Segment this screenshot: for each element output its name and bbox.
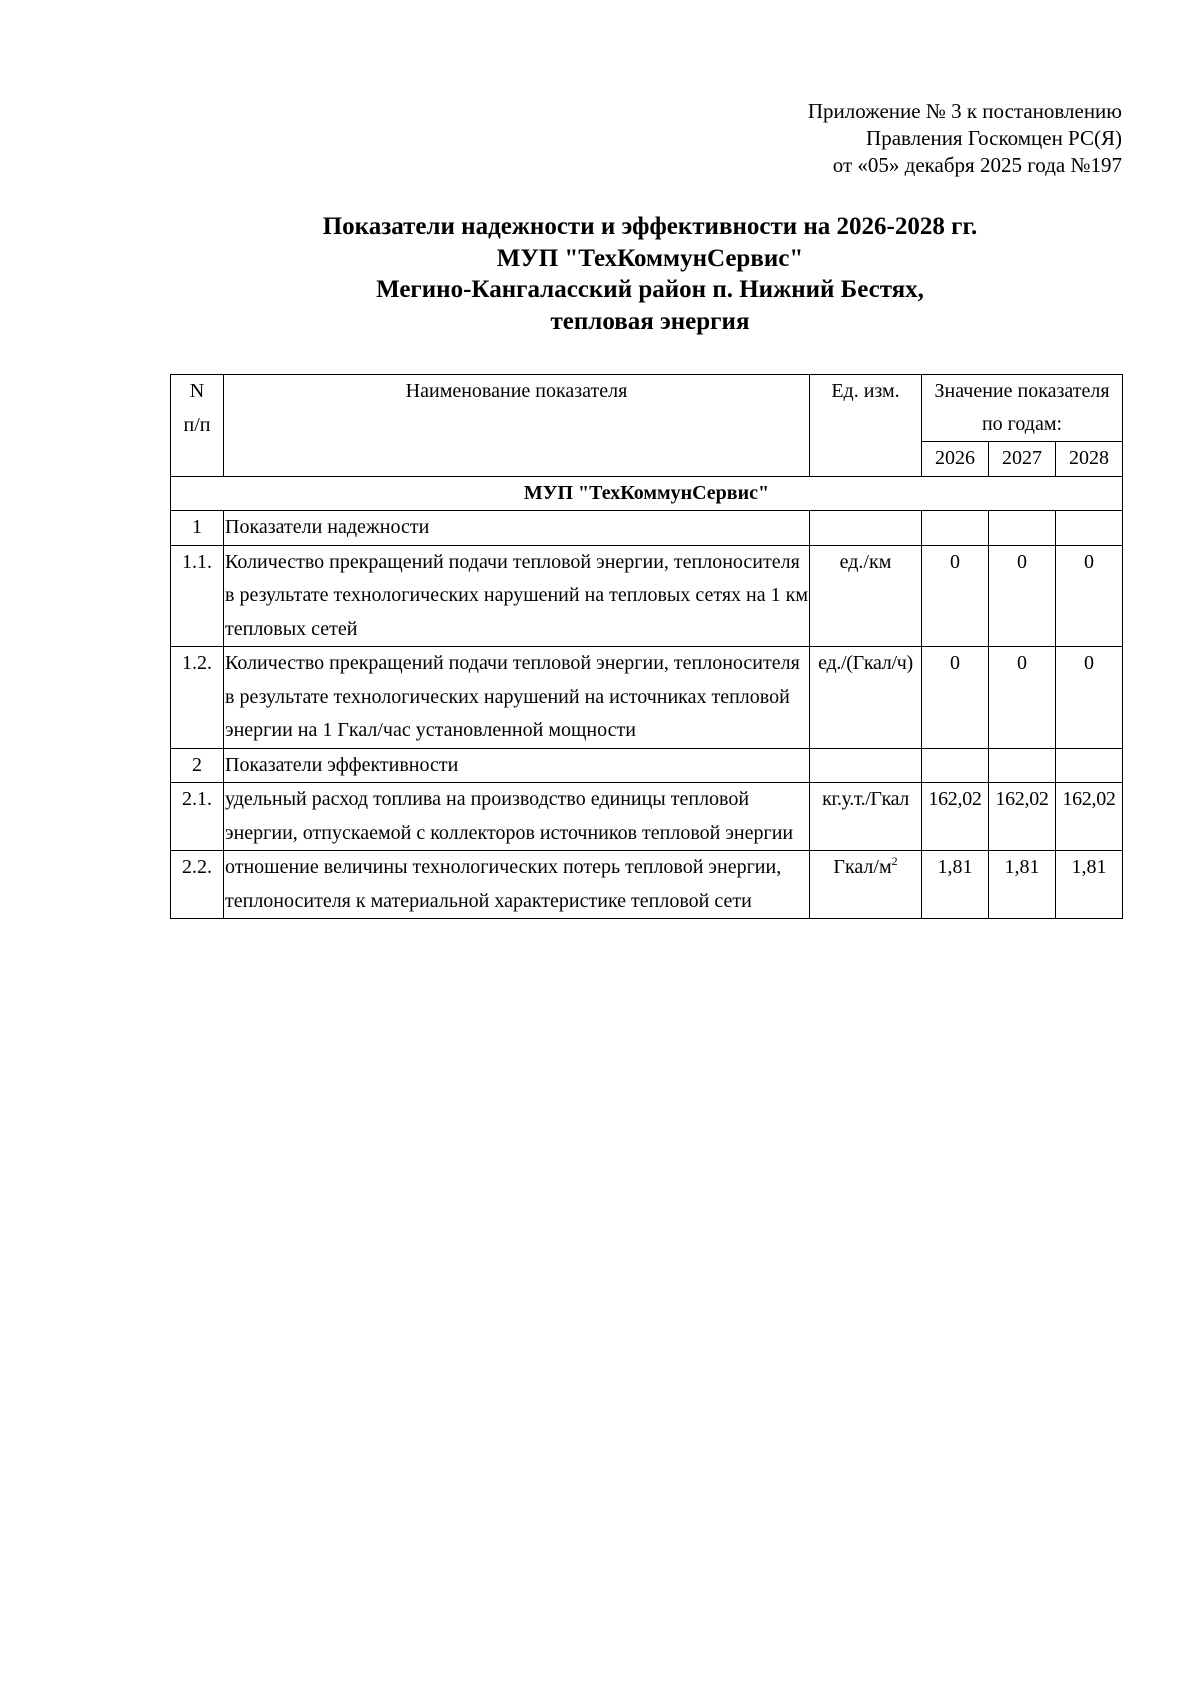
empty-cell <box>922 748 989 783</box>
unit-superscript: 2 <box>891 854 898 868</box>
title-line-2: МУП "ТехКоммунСервис" <box>496 244 804 272</box>
table-group-row <box>171 476 1123 511</box>
row-value-2027: 1,81 <box>989 851 1056 919</box>
header-name-cell: Наименование показателя <box>224 375 810 477</box>
table-row <box>171 851 1123 919</box>
row-name-cell: Количество прекращений подачи тепловой энергии, теплоносителя в результате технологических нарушений на источниках тепловой энергии на 1 Гкал/час установленной мощности <box>224 647 810 749</box>
row-value-2026: 162,02 <box>922 783 989 851</box>
row-name-cell: Количество прекращений подачи тепловой энергии, теплоносителя в результате технологических нарушений на тепловых сетях на 1 км тепловых сетей <box>224 545 810 647</box>
table-row <box>171 647 1123 749</box>
row-unit-cell: ед./(Гкал/ч) <box>810 647 922 749</box>
title-line-3: Мегино-Кангаласский район п. Нижний Бестях, <box>376 276 924 303</box>
section-row <box>171 748 1123 783</box>
empty-cell <box>989 511 1056 546</box>
appendix-line-1: Приложение № 3 к постановлению <box>807 99 1122 123</box>
row-value-2027: 0 <box>989 647 1056 749</box>
unit-base: Гкал/м <box>833 856 892 878</box>
title-line-4: тепловая энергия <box>550 307 750 335</box>
header-num-line-2: п/п <box>183 413 211 436</box>
section-num-cell: 2 <box>171 748 224 783</box>
appendix-line-3: от «05» декабря 2025 года №197 <box>832 153 1122 177</box>
group-name-cell: МУП "ТехКоммунСервис" <box>171 476 1123 511</box>
empty-cell <box>810 511 922 546</box>
row-value-2028: 1,81 <box>1056 851 1123 919</box>
header-year-2027: 2027 <box>989 442 1056 477</box>
row-value-2026: 1,81 <box>922 851 989 919</box>
header-num-cell <box>171 375 224 477</box>
row-unit-cell <box>810 851 922 919</box>
empty-cell <box>1056 748 1123 783</box>
row-value-2028: 0 <box>1056 647 1123 749</box>
row-name-cell: отношение величины технологических потерь тепловой энергии, теплоносителя к материальной характеристике тепловой сети <box>224 851 810 919</box>
title-line-1: Показатели надежности и эффективности на 2026-2028 гг. <box>322 213 978 240</box>
row-name-cell: удельный расход топлива на производство единицы тепловой энергии, отпускаемой с коллекторов источников тепловой энергии <box>224 783 810 851</box>
table-row <box>171 783 1123 851</box>
row-value-2027: 0 <box>989 545 1056 647</box>
row-value-2028: 162,02 <box>1056 783 1123 851</box>
header-num-line-1: N <box>189 380 205 402</box>
row-value-2026: 0 <box>922 545 989 647</box>
header-values-line-1: Значение показателя <box>934 380 1110 402</box>
table-header-row <box>171 375 1123 442</box>
row-unit-cell: ед./км <box>810 545 922 647</box>
empty-cell <box>1056 511 1123 546</box>
appendix-reference <box>808 98 1122 179</box>
document-title <box>170 211 1130 337</box>
row-num-cell: 1.1. <box>171 545 224 647</box>
section-name-cell: Показатели эффективности <box>224 748 810 783</box>
row-value-2028: 0 <box>1056 545 1123 647</box>
indicators-table <box>170 374 1123 919</box>
header-year-2026: 2026 <box>922 442 989 477</box>
header-unit-cell: Ед. изм. <box>810 375 922 477</box>
appendix-line-2: Правления Госкомцен РС(Я) <box>866 126 1122 150</box>
row-num-cell: 2.2. <box>171 851 224 919</box>
empty-cell <box>810 748 922 783</box>
table-row <box>171 545 1123 647</box>
header-values-cell <box>922 375 1123 442</box>
header-year-2028: 2028 <box>1056 442 1123 477</box>
section-row <box>171 511 1123 546</box>
section-name-cell: Показатели надежности <box>224 511 810 546</box>
row-unit-cell: кг.у.т./Гкал <box>810 783 922 851</box>
section-num-cell: 1 <box>171 511 224 546</box>
header-values-line-2: по годам: <box>981 413 1063 435</box>
empty-cell <box>922 511 989 546</box>
row-value-2026: 0 <box>922 647 989 749</box>
empty-cell <box>989 748 1056 783</box>
row-value-2027: 162,02 <box>989 783 1056 851</box>
row-num-cell: 1.2. <box>171 647 224 749</box>
row-num-cell: 2.1. <box>171 783 224 851</box>
